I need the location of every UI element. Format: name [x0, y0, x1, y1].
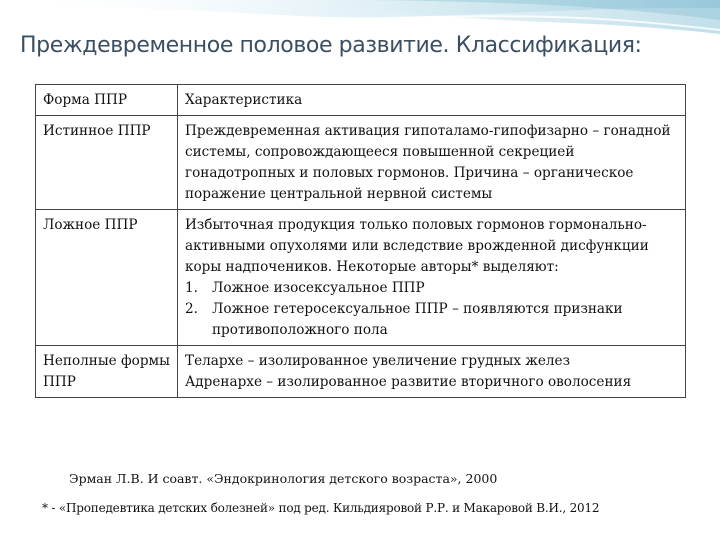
thelarche-line: Телархе – изолированное увеличение грудных желез: [185, 353, 570, 369]
reference-propedeutics: * - «Пропедевтика детских болезней» под ред. Кильдияровой Р.Р. и Макаровой В.И., 2012: [42, 501, 600, 515]
classification-table: [35, 84, 686, 398]
header-characteristic-cell: Характеристика: [178, 85, 686, 116]
table-row: [36, 346, 686, 398]
form-cell: Неполные формы ППР: [36, 346, 178, 398]
list-item: [185, 278, 679, 299]
form-cell: Истинное ППР: [36, 116, 178, 210]
characteristic-cell: Преждевременная активация гипоталамо-гипофизарно – гонадной системы, сопровождающееся повышенной секрецией гонадотропных и половых гормонов. Причина – органическое поражение центральной нервной системы: [178, 116, 686, 210]
header-form-cell: Форма ППР: [36, 85, 178, 116]
characteristic-text: Избыточная продукция только половых гормонов гормонально-активными опухолями или вследствие врожденной дисфункции коры надпочеников. Некоторые авторы* выделяют:: [185, 217, 649, 275]
adrenarche-line: Адренархе – изолированное развитие вторичного оволосения: [185, 374, 632, 390]
table-header-row: [36, 85, 686, 116]
list-number: 1.: [185, 280, 198, 296]
characteristic-cell: [178, 346, 686, 398]
form-cell: Ложное ППР: [36, 210, 178, 346]
list-number: 2.: [185, 301, 198, 317]
page-title: Преждевременное половое развитие. Классификация:: [20, 33, 642, 58]
list-item-text: Ложное изосексуальное ППР: [212, 280, 425, 296]
list-item: [185, 299, 679, 341]
false-ppr-list: [185, 278, 679, 341]
table-row: [36, 116, 686, 210]
characteristic-cell: [178, 210, 686, 346]
list-item-text: Ложное гетеросексуальное ППР – появляются признаки противоположного пола: [212, 301, 623, 338]
reference-erman: Эрман Л.В. И соавт. «Эндокринология детского возраста», 2000: [69, 471, 498, 486]
table-row: [36, 210, 686, 346]
